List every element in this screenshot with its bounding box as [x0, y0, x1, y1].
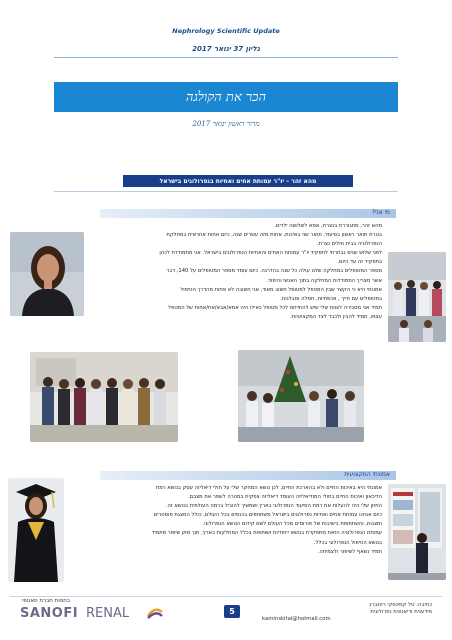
group-photo-staff-right [388, 252, 446, 342]
belief-line: עמותת הנפרולוגיה הזאת מתפקדת בנושא ייחודיות ושותפות בכלל המחלקות בארץ, תוך מתן שיפור מתמיד [151, 530, 382, 537]
footer-divider [10, 596, 442, 597]
professional-belief-heading-bar [100, 471, 396, 480]
group-photo-conference [30, 352, 178, 442]
section-title: מהא זהר – יו"ר עמותת אחים ואחיות בנפרולוגים בישראל [159, 177, 317, 185]
who-am-i-heading-bar [100, 209, 396, 218]
who-am-i-heading: מי אני? [371, 209, 390, 216]
intro-line: הנפרולוגיה בבית חולים נצרת. [316, 241, 382, 248]
page-number: 5 [224, 605, 240, 618]
belief-line: ומצגות, והשתתפות בישיבות של פורומים מכל העולם לשם קידום הנושא הנפרולוגי. [202, 521, 382, 528]
title-banner [54, 82, 398, 112]
professional-belief-heading: אמונתי המקצועית [344, 471, 390, 478]
intro-line: לפני שלוש שנים נבחרתי לתפקיד יו"ר עמותת האחים והאחיות הנפרולוגים בישראל. אני מתמודדת לכהן [159, 250, 382, 257]
author-role: מידענית ודיאטנית נפרולוגית [370, 609, 432, 615]
intro-line: תמיד אני מסבירה לצוות שלי שיש להתייחס לכל מטופל כאילו היה אמא/אבא/אח/אחות של המטפל [168, 304, 382, 311]
sanofi-swirl-icon [146, 605, 164, 624]
issue-label: גליון 37 ינואר 2017 [192, 45, 260, 53]
belief-line: תמיד נשאף לשיפור ולצמיחה. [317, 548, 382, 555]
intro-line: מהא זהר, מתגוררת בנצרת, אמא לשלושה ילדים. [274, 223, 382, 229]
newsletter-title: Nephrology Scientific Update [172, 27, 280, 35]
intro-line: בתפקיד זה עד היום. [337, 259, 382, 266]
renal-logo: RENAL [86, 606, 130, 621]
author-block [262, 602, 432, 623]
belief-line: הדיכאון ואיכות החיים בחולי המודיאליזה העומד דיאליזה צפקית במטרה לשפר את מצבם. [188, 494, 382, 501]
intro-line: אשר מצריך התמודדות המחלקה בתוך האנשי והיפוד. [266, 277, 382, 284]
section-subtitle: מדור ראשון ינואר 2017 [192, 120, 260, 128]
intro-line: בוגרת תואר ראשון בסיעוד, תואר שני באיכות, אחות מזה עשרים שנה, כיום אחות אחראית במחלקת [166, 232, 382, 239]
belief-line: כיום אנחנו עמותת אחים ואחיות נפרולוגים בישראל משתתפים בכנסים בכל העולם, כולל המצגת פוסטרים [153, 512, 382, 519]
header-divider [54, 57, 398, 58]
poster-presentation-photo [388, 484, 446, 580]
banner-title: הכר את הקולגה [185, 90, 267, 105]
sponsor-text: בחסות חברת סאנופי [22, 598, 71, 604]
intro-line: עצמו, תמיד להבין ולכבד לצד המקצועיות. [290, 313, 382, 320]
belief-paragraph [96, 484, 382, 557]
belief-line: החזון שלי היה להעלות את רמת הסיעוד הנפרולוגי בארץ ושמשיך להוביל ברמה העולמית בנושא זה. [165, 503, 382, 510]
intro-paragraph [96, 222, 382, 322]
graduation-photo [8, 478, 64, 582]
group-photo-christmas-tree [238, 350, 364, 442]
belief-line: אמונתי היא באיכות החיים ולא בהארכת החיים, לכן נושא המחקר שלי על חולי דיאליזה עסק בנושא רמת [155, 485, 382, 491]
section-divider [54, 191, 398, 192]
section-title-bar [123, 175, 353, 187]
intro-line: אמונתי היא כי הקשר שבין המטפל למטופל חשוב מאוד, אני חשובה לא פחות מהדרך הטיפול [180, 286, 382, 293]
author-email: kaminskital@hotmail.com [262, 616, 331, 622]
intro-line: מספר המטופלים במחלקה שלנו עולה כל שנה בהדרגה. כיום עומד מספר המטופלים על 140, דבר [166, 268, 382, 275]
portrait-photo [10, 232, 84, 316]
sanofi-logo: SANOFI [20, 606, 79, 621]
author-name: כתיבה: טל קמינסקי רוזנברג [369, 602, 432, 608]
intro-line: במטופלים עם חייך , אכפתיות, חמלה וסבלנות. [280, 295, 382, 302]
belief-line: בנושא הטיפול הנפרולוגי בכלל. [313, 539, 382, 546]
